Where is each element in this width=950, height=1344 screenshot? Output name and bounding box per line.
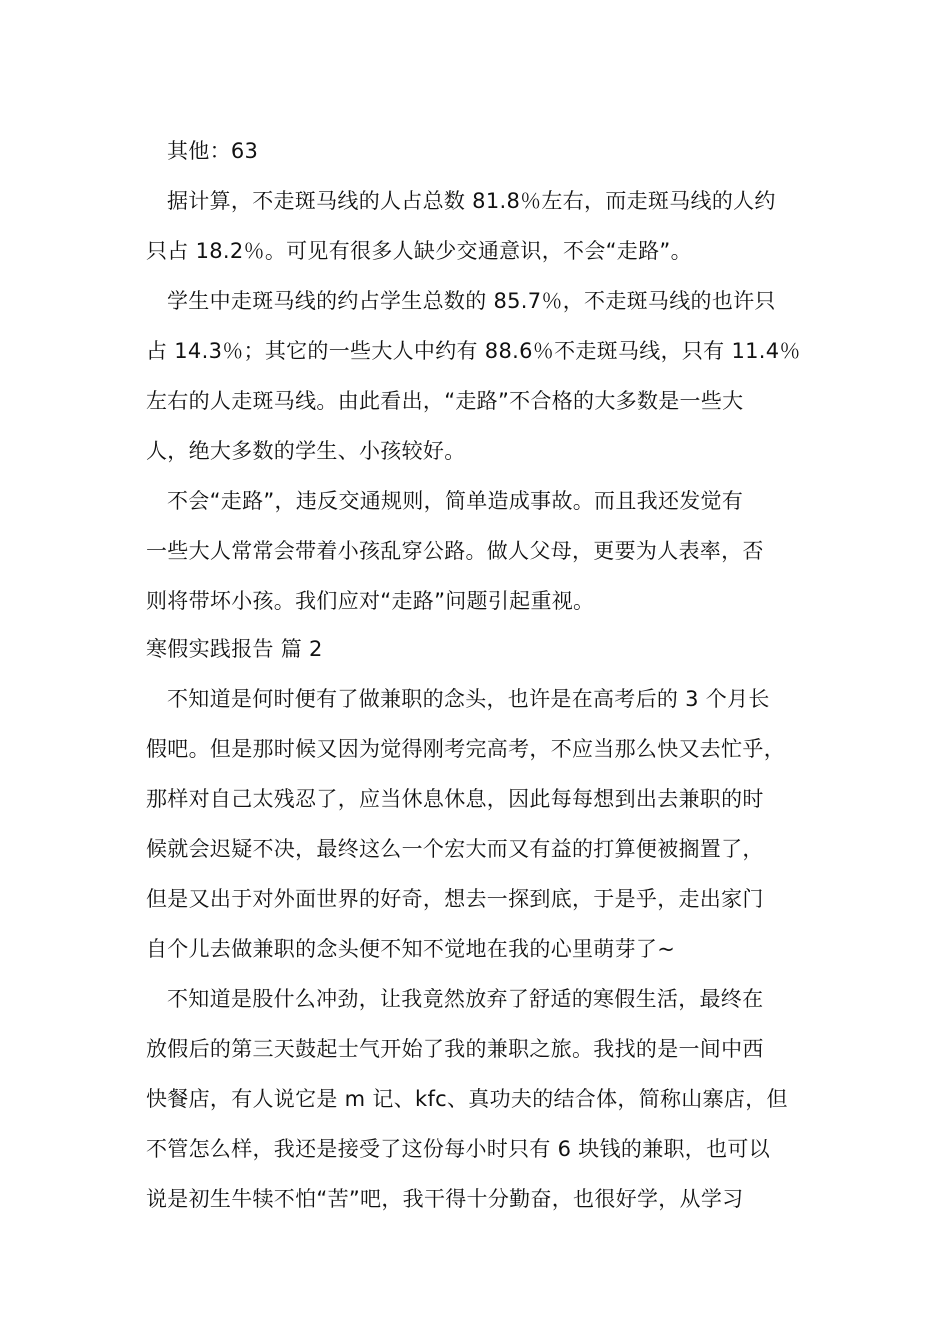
text-line: 不管怎么样，我还是接受了这份每小时只有 6 块钱的兼职，也可以 — [146, 1137, 771, 1161]
text-line: 但是又出于对外面世界的好奇，想去一探到底，于是乎，走出家门 — [146, 887, 764, 911]
text-line: 不会“走路”，违反交通规则，简单造成事故。而且我还发觉有 — [167, 489, 744, 513]
text-line: 占 14.3％；其它的一些大人中约有 88.6％不走斑马线，只有 11.4％ — [146, 339, 801, 363]
text-line: 其他：63 — [167, 139, 259, 163]
text-line: 不知道是何时便有了做兼职的念头，也许是在高考后的 3 个月长 — [167, 687, 770, 711]
text-line: 说是初生牛犊不怕“苦”吧，我干得十分勤奋，也很好学，从学习 — [146, 1187, 744, 1211]
section-heading: 寒假实践报告 篇 2 — [146, 637, 323, 661]
text-line: 快餐店，有人说它是 m 记、kfc、真功夫的结合体，简称山寨店，但 — [146, 1087, 788, 1111]
text-line: 学生中走斑马线的约占学生总数的 85.7％，不走斑马线的也许只 — [167, 289, 776, 313]
text-line: 假吧。但是那时候又因为觉得刚考完高考，不应当那么快又去忙乎， — [146, 737, 785, 761]
text-line: 只占 18.2％。可见有很多人缺少交通意识，不会“走路”。 — [146, 239, 692, 263]
text-line: 一些大人常常会带着小孩乱穿公路。做人父母，更要为人表率，否 — [146, 539, 764, 563]
text-line: 则将带坏小孩。我们应对“走路”问题引起重视。 — [146, 589, 595, 613]
text-line: 不知道是股什么冲劲，让我竟然放弃了舒适的寒假生活，最终在 — [167, 987, 764, 1011]
text-line: 候就会迟疑不决，最终这么一个宏大而又有益的打算便被搁置了， — [146, 837, 764, 861]
text-line: 那样对自己太残忍了，应当休息休息，因此每每想到出去兼职的时 — [146, 787, 764, 811]
text-line: 左右的人走斑马线。由此看出，“走路”不合格的大多数是一些大 — [146, 389, 744, 413]
text-line: 人，绝大多数的学生、小孩较好。 — [146, 439, 466, 463]
text-line: 自个儿去做兼职的念头便不知不觉地在我的心里萌芽了~ — [146, 937, 676, 961]
text-line: 据计算，不走斑马线的人占总数 81.8％左右，而走斑马线的人约 — [167, 189, 776, 213]
text-line: 放假后的第三天鼓起士气开始了我的兼职之旅。我找的是一间中西 — [146, 1037, 764, 1061]
